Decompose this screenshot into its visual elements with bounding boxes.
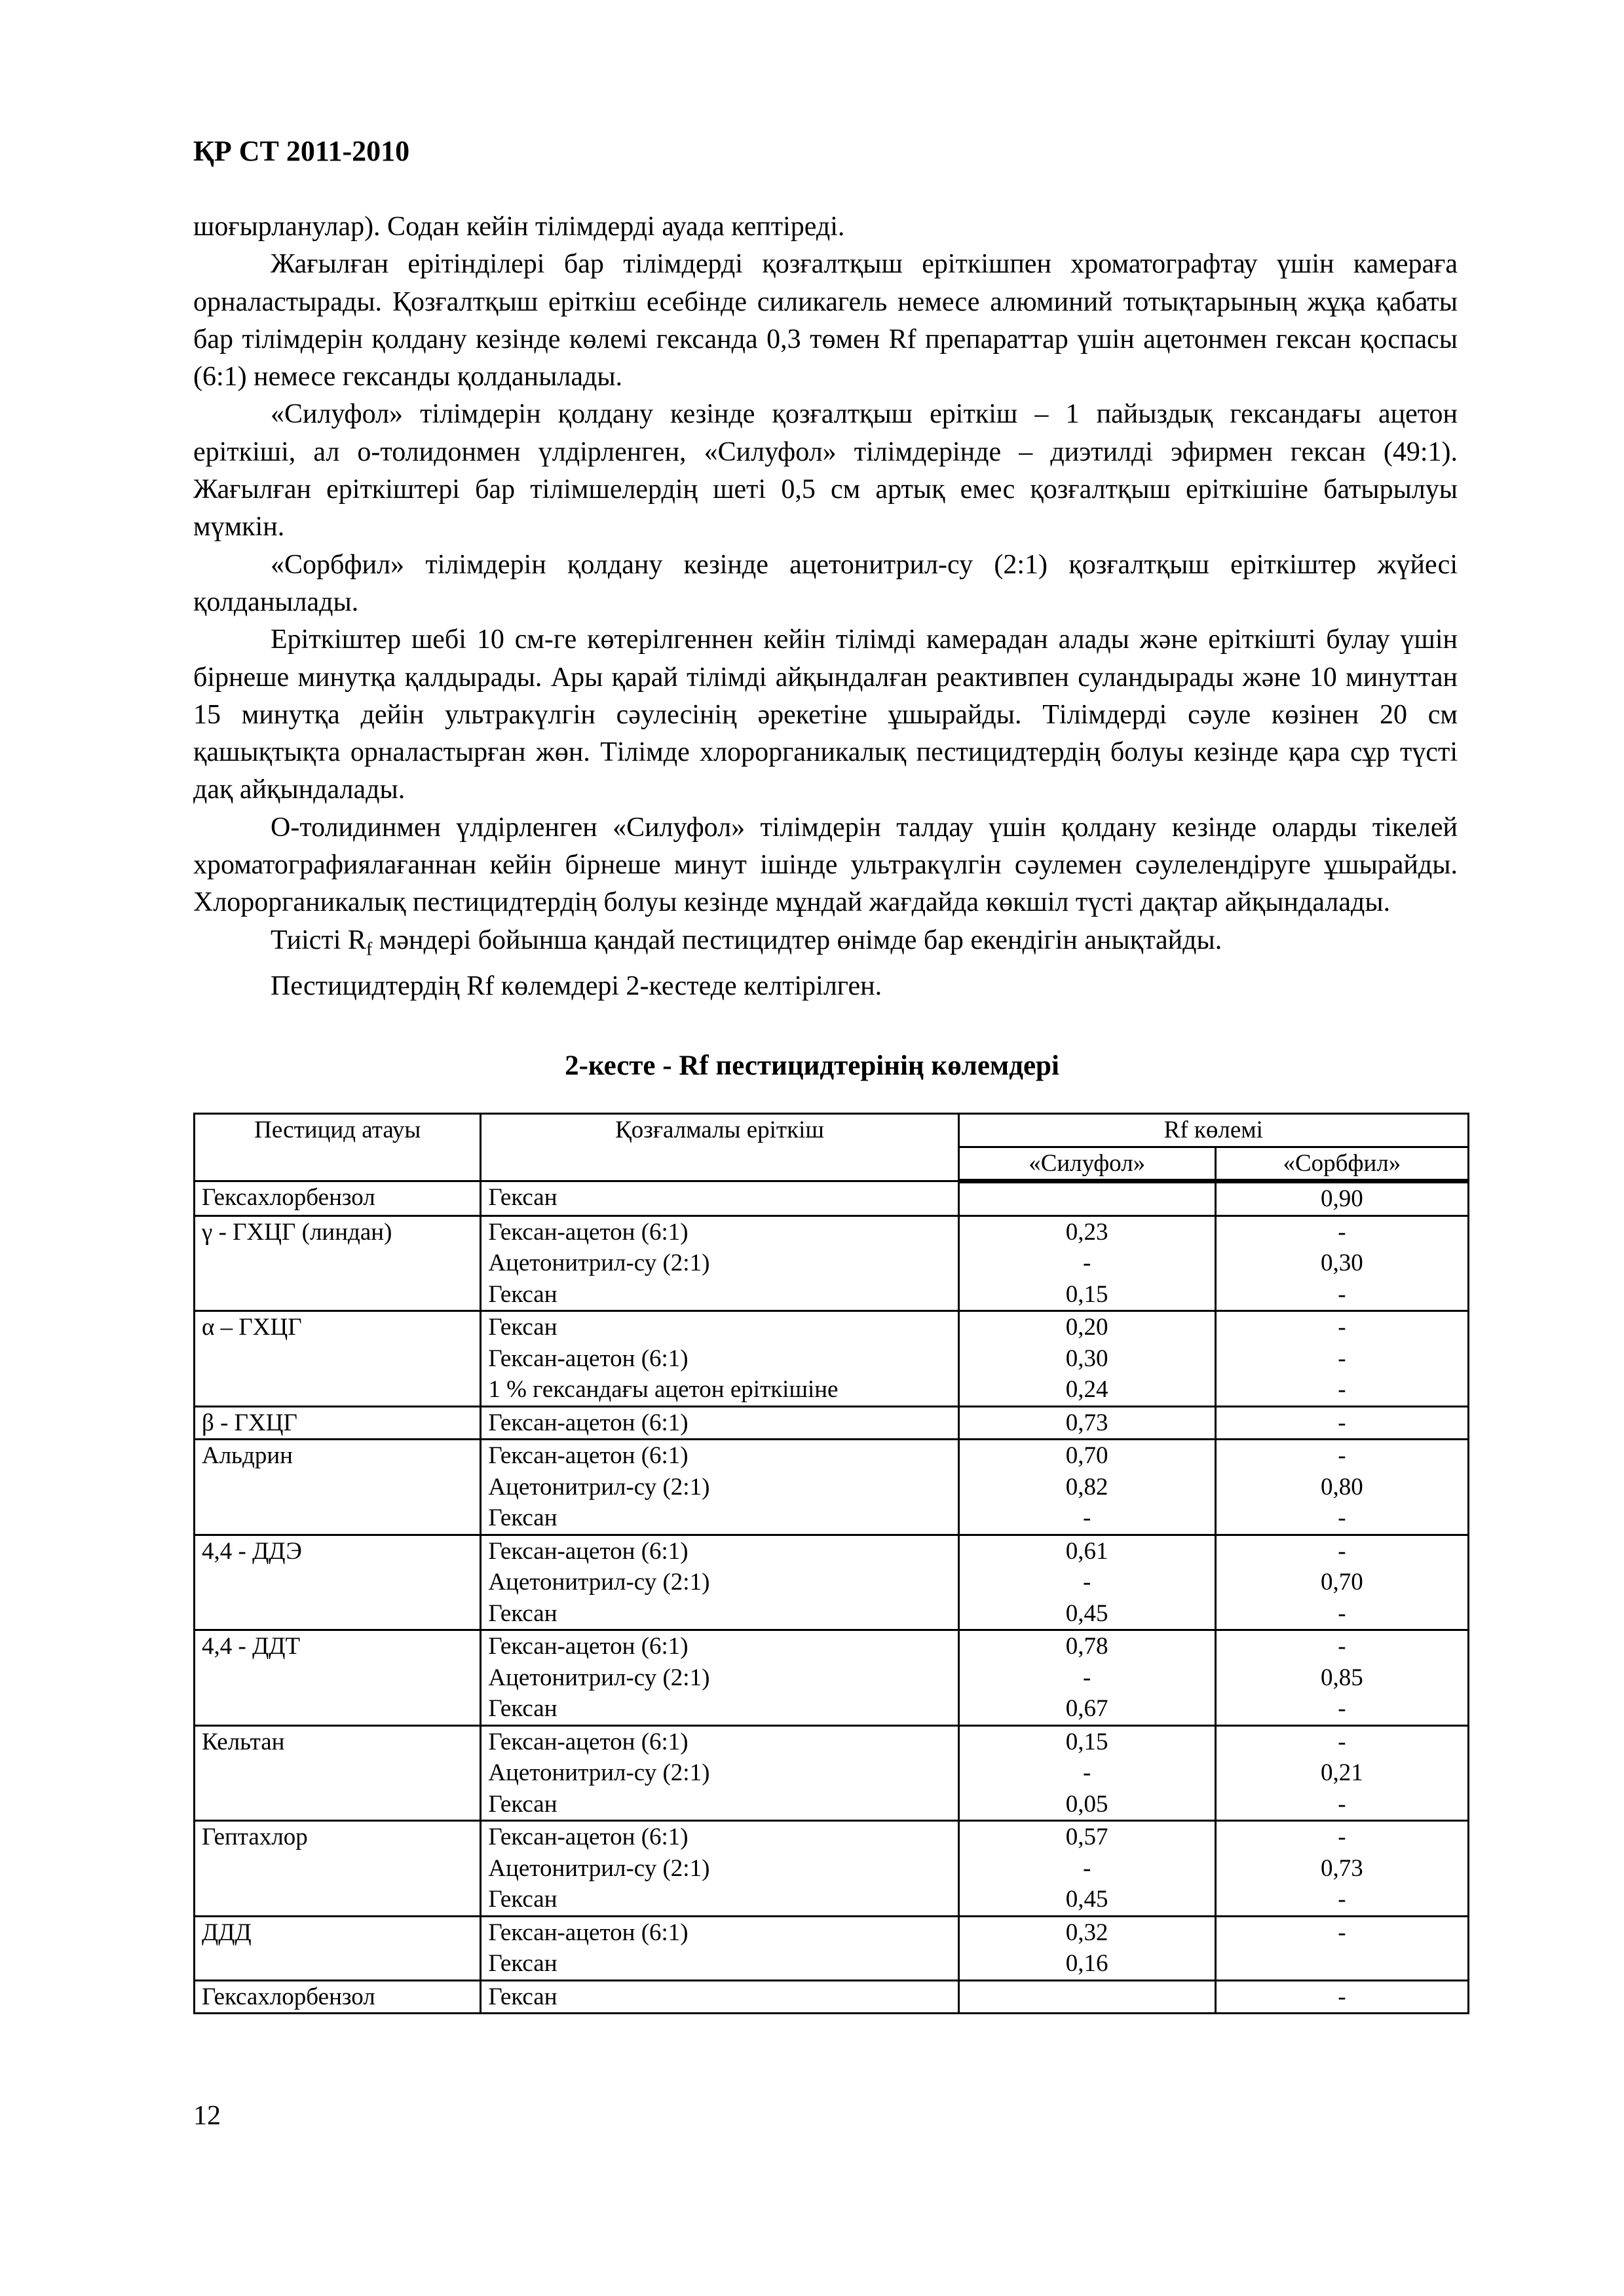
- table-row: [195, 1311, 1469, 1407]
- solvent-cell-line: Гексан: [488, 1599, 557, 1627]
- sorbfil-value-cell-line: -: [1338, 1728, 1346, 1755]
- solvent-cell-line: Ацетонитрил-су (2:1): [488, 1664, 710, 1691]
- silufol-value-cell: [958, 1406, 1215, 1440]
- table-row: [195, 1630, 1469, 1726]
- solvent-cell-line: Гексан-ацетон (6:1): [488, 1633, 689, 1660]
- pesticide-name-cell: Гексахлорбензол: [195, 1181, 481, 1216]
- solvent-cell-line: Гексан: [488, 1314, 557, 1341]
- document-header: ҚР СТ 2011-2010: [193, 135, 410, 167]
- silufol-value-cell: [958, 1181, 1215, 1216]
- paragraph: шоғырланулар). Содан кейін тілімдерді ауада кептіреді.: [193, 212, 845, 242]
- solvent-cell-line: Гексан: [488, 1504, 557, 1531]
- solvent-cell-line: Ацетонитрил-су (2:1): [488, 1759, 710, 1786]
- sorbfil-value-cell: [1215, 1406, 1468, 1440]
- solvent-cell-line: Гексан: [488, 1950, 557, 1977]
- table-row: [195, 1440, 1469, 1535]
- solvent-cell: [481, 1181, 958, 1216]
- solvent-cell: [481, 1215, 958, 1311]
- solvent-cell-line: 1 % гександағы ацетон еріткішіне: [488, 1376, 839, 1403]
- silufol-value-cell-line: 0,15: [1065, 1280, 1108, 1308]
- silufol-value-cell-line: 0,78: [1065, 1633, 1108, 1660]
- silufol-value-cell-line: [966, 1981, 1208, 2013]
- sorbfil-value-cell-line: -: [1338, 1537, 1346, 1565]
- silufol-value-cell-line: -: [1083, 1854, 1091, 1882]
- solvent-cell-line: Гексан: [488, 1280, 557, 1308]
- paragraph: «Силуфол» тілімдерін қолдану кезінде қозғалтқыш еріткіш – 1 пайыздық гександағы ацетон еріткіші, ал о-толидонмен үлдірленген, «Силуфол» тілімдерінде – диэтилді эфирмен гексан (49:1). Жағылған еріткіштері бар тілімшелердің шеті 0,5 см артық емес қозғалтқыш еріткішіне батырылуы мүмкін.: [193, 399, 1458, 543]
- silufol-value-cell-line: 0,70: [1065, 1442, 1108, 1469]
- pesticide-name-cell: β - ГХЦГ: [195, 1406, 481, 1440]
- sorbfil-value-cell-line: -: [1338, 1695, 1346, 1722]
- sorbfil-value-cell-line: 0,90: [1321, 1185, 1363, 1212]
- solvent-cell: [481, 1916, 958, 1980]
- body-text: [193, 208, 1458, 1006]
- sorbfil-value-cell-line: -: [1338, 1314, 1346, 1341]
- sorbfil-value-cell: [1215, 1725, 1468, 1821]
- silufol-value-cell: [958, 1311, 1215, 1407]
- solvent-cell: [481, 1535, 958, 1630]
- solvent-cell: [481, 1406, 958, 1440]
- header-mobile-solvent: Қозғалмалы еріткіш: [481, 1114, 958, 1181]
- silufol-value-cell-line: 0,05: [1065, 1790, 1108, 1818]
- rf-text-before: Тиісті R: [271, 925, 366, 955]
- sorbfil-value-cell: [1215, 1630, 1468, 1726]
- solvent-cell-line: Гексан-ацетон (6:1): [488, 1537, 689, 1565]
- solvent-cell-line: Гексан-ацетон (6:1): [488, 1728, 689, 1755]
- silufol-value-cell-line: 0,73: [1065, 1409, 1108, 1436]
- silufol-value-cell: [958, 1630, 1215, 1726]
- solvent-cell: [481, 1725, 958, 1821]
- silufol-value-cell: [958, 1821, 1215, 1917]
- paragraph: Жағылған ерітінділері бар тілімдерді қозғалтқыш еріткішпен хроматографтау үшін камераға орналастырады. Қозғалтқыш еріткіш есебінде силикагель немесе алюминий тотықтарының жұқа қабаты бар тілімдерін қолдану кезінде көлемі гександа 0,3 төмен Rf препараттар үшін ацетонмен гексан қоспасы (6:1) немесе гександы қолданылады.: [193, 249, 1458, 392]
- silufol-value-cell-line: 0,16: [1065, 1950, 1108, 1977]
- sorbfil-value-cell-line: -: [1338, 1824, 1346, 1850]
- sorbfil-value-cell-line: -: [1338, 1599, 1346, 1627]
- sorbfil-value-cell-line: -: [1338, 1790, 1346, 1818]
- table-row: [195, 1406, 1469, 1440]
- pesticide-name-cell: ДДД: [195, 1916, 481, 1980]
- solvent-cell-line: Гексан: [488, 1983, 557, 2010]
- paragraph: Еріткіштер шебі 10 см-ге көтерілгеннен кейін тілімді камерадан алады және еріткішті булау үшін бірнеше минутқа қалдырады. Ары қарай тілімді айқындалған реактивпен суландырады және 10 минуттан 15 минутқа дейін ультракүлгін сәулесінің әрекетіне ұшырайды. Тілімдерді сәуле көзінен 20 см қашықтықта орналастырған жөн. Тілімде хлорорганикалық пестицидтердің болуы кезінде қара сұр түсті дақ айқындалады.: [193, 624, 1458, 805]
- solvent-cell-line: Ацетонитрил-су (2:1): [488, 1854, 710, 1882]
- paragraph: «Сорбфил» тілімдерін қолдану кезінде ацетонитрил-су (2:1) қозғалтқыш еріткіштер жүйесі қолданылады.: [193, 549, 1458, 617]
- silufol-value-cell-line: -: [1083, 1759, 1091, 1786]
- solvent-cell: [481, 1630, 958, 1726]
- silufol-value-cell-line: -: [1083, 1664, 1091, 1691]
- solvent-cell-line: Гексан-ацетон (6:1): [488, 1218, 689, 1246]
- sorbfil-value-cell-line: -: [1338, 1218, 1346, 1246]
- silufol-value-cell-line: 0,57: [1065, 1824, 1108, 1850]
- solvent-cell-line: Ацетонитрил-су (2:1): [488, 1473, 710, 1501]
- silufol-value-cell-line: 0,20: [1065, 1314, 1108, 1341]
- sorbfil-value-cell-line: 0,73: [1321, 1854, 1363, 1882]
- solvent-cell: [481, 1440, 958, 1535]
- pesticide-name-cell: Гептахлор: [195, 1821, 481, 1917]
- sorbfil-value-cell-line: 0,21: [1321, 1759, 1363, 1786]
- sorbfil-value-cell: [1215, 1916, 1468, 1980]
- silufol-value-cell: [958, 1980, 1215, 2014]
- sorbfil-value-cell-line: -: [1338, 1886, 1346, 1913]
- header-pesticide-name: Пестицид атауы: [195, 1114, 481, 1181]
- solvent-cell-line: Гексан-ацетон (6:1): [488, 1919, 689, 1946]
- solvent-cell-line: Ацетонитрил-су (2:1): [488, 1250, 710, 1276]
- sorbfil-value-cell-line: -: [1338, 1409, 1346, 1436]
- silufol-value-cell-line: 0,45: [1065, 1886, 1108, 1913]
- sorbfil-value-cell: [1215, 1821, 1468, 1917]
- table-row: [195, 1821, 1469, 1917]
- sorbfil-value-cell-line: -: [1338, 1919, 1346, 1946]
- sorbfil-value-cell: [1215, 1215, 1468, 1311]
- solvent-cell-line: Гексан-ацетон (6:1): [488, 1824, 689, 1850]
- table-row: [195, 1215, 1469, 1311]
- silufol-value-cell: [958, 1440, 1215, 1535]
- sorbfil-value-cell-line: -: [1338, 1504, 1346, 1531]
- table-row: [195, 1181, 1469, 1216]
- header-silufol: «Силуфол»: [958, 1147, 1215, 1181]
- solvent-cell-line: Гексан: [488, 1184, 557, 1211]
- solvent-cell-line: Гексан: [488, 1886, 557, 1913]
- rf-table: [193, 1113, 1469, 2014]
- header-rf-value: Rf көлемі: [958, 1114, 1468, 1147]
- silufol-value-cell-line: 0,30: [1065, 1345, 1108, 1372]
- pesticide-name-cell: α – ГХЦГ: [195, 1311, 481, 1407]
- sorbfil-value-cell-line: 0,80: [1321, 1473, 1363, 1501]
- sorbfil-value-cell: [1215, 1181, 1468, 1216]
- silufol-value-cell-line: -: [1083, 1250, 1091, 1276]
- silufol-value-cell-line: [966, 1183, 1208, 1215]
- table-row: [195, 1980, 1469, 2014]
- solvent-cell-line: Гексан-ацетон (6:1): [488, 1409, 689, 1436]
- silufol-value-cell: [958, 1916, 1215, 1980]
- silufol-value-cell-line: 0,15: [1065, 1728, 1108, 1755]
- silufol-value-cell-line: 0,45: [1065, 1599, 1108, 1627]
- paragraph: О-толидинмен үлдірленген «Силуфол» тілімдерін талдау үшін қолдану кезінде оларды тікелей хроматографиялағаннан кейін бірнеше минут ішінде ультракүлгін сәулемен сәулелендіруге ұшырайды. Хлорорганикалық пестицидтердің болуы кезінде мұндай жағдайда көкшіл түсті дақтар айқындалады.: [193, 812, 1458, 918]
- rf-text-after: мәндері бойынша қандай пестицидтер өнімде бар екендігін анықтайды.: [372, 925, 1222, 955]
- solvent-cell-line: Гексан-ацетон (6:1): [488, 1345, 689, 1372]
- silufol-value-cell: [958, 1215, 1215, 1311]
- sorbfil-value-cell-line: -: [1338, 1376, 1346, 1403]
- solvent-cell: [481, 1980, 958, 2014]
- pesticide-name-cell: Кельтан: [195, 1725, 481, 1821]
- table-row: [195, 1725, 1469, 1821]
- pesticide-name-cell: 4,4 - ДДТ: [195, 1630, 481, 1726]
- pesticide-name-cell: Альдрин: [195, 1440, 481, 1535]
- table-row: [195, 1535, 1469, 1630]
- sorbfil-value-cell: [1215, 1440, 1468, 1535]
- sorbfil-value-cell: [1215, 1535, 1468, 1630]
- silufol-value-cell-line: 0,82: [1065, 1473, 1108, 1501]
- solvent-cell-line: Гексан-ацетон (6:1): [488, 1442, 689, 1469]
- table-body: [195, 1181, 1469, 2014]
- table-caption: 2-кесте - Rf пестицидтерінің көлемдері: [565, 1050, 1059, 1081]
- paragraph-rf: [193, 922, 1458, 968]
- pesticide-name-cell: γ - ГХЦГ (линдан): [195, 1215, 481, 1311]
- sorbfil-value-cell-line: 0,30: [1321, 1250, 1363, 1276]
- sorbfil-value-cell-line: -: [1338, 1633, 1346, 1660]
- sorbfil-value-cell-line: 0,70: [1321, 1569, 1363, 1596]
- solvent-cell-line: Гексан: [488, 1790, 557, 1818]
- sorbfil-value-cell-line: 0,85: [1321, 1664, 1363, 1691]
- sorbfil-value-cell: [1215, 1980, 1468, 2014]
- silufol-value-cell-line: -: [1083, 1569, 1091, 1596]
- silufol-value-cell-line: 0,67: [1065, 1695, 1108, 1722]
- sorbfil-value-cell-line: -: [1338, 1442, 1346, 1469]
- silufol-value-cell-line: 0,24: [1065, 1376, 1108, 1403]
- silufol-value-cell: [958, 1535, 1215, 1630]
- page-number: 12: [193, 2101, 221, 2131]
- sorbfil-value-cell: [1215, 1311, 1468, 1407]
- sorbfil-value-cell-line: -: [1338, 1280, 1346, 1308]
- pesticide-name-cell: Гексахлорбензол: [195, 1980, 481, 2014]
- table-row: [195, 1916, 1469, 1980]
- solvent-cell: [481, 1311, 958, 1407]
- silufol-value-cell: [958, 1725, 1215, 1821]
- header-sorbfil: «Сорбфил»: [1215, 1147, 1468, 1181]
- sorbfil-value-cell-line: -: [1338, 1983, 1346, 2010]
- paragraph: Пестицидтердің Rf көлемдері 2-кестеде келтірілген.: [271, 971, 882, 1002]
- silufol-value-cell-line: 0,32: [1065, 1919, 1108, 1946]
- pesticide-name-cell: 4,4 - ДДЭ: [195, 1535, 481, 1630]
- silufol-value-cell-line: 0,61: [1065, 1537, 1108, 1565]
- solvent-cell-line: Гексан: [488, 1695, 557, 1722]
- silufol-value-cell-line: -: [1083, 1504, 1091, 1531]
- sorbfil-value-cell-line: -: [1338, 1345, 1346, 1372]
- silufol-value-cell-line: 0,23: [1065, 1218, 1108, 1246]
- solvent-cell: [481, 1821, 958, 1917]
- rf-subscript: f: [366, 939, 373, 960]
- solvent-cell-line: Ацетонитрил-су (2:1): [488, 1569, 710, 1596]
